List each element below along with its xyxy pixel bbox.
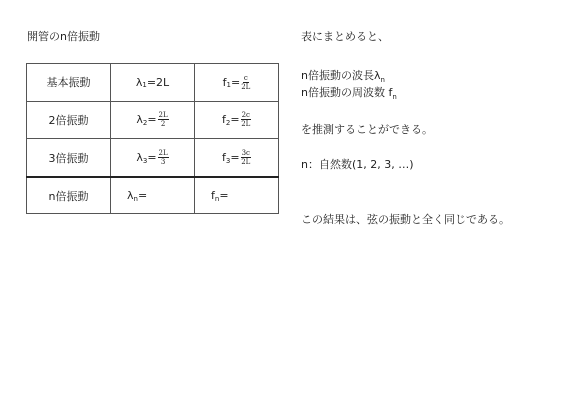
row-label: 3倍振動 [27,139,111,178]
natural-number-note: n：自然数(1, 2, 3, …) [301,158,414,171]
equals: = [147,113,157,127]
wavelength-cell [111,101,195,139]
page-title: 開管のn倍振動 [27,30,100,43]
frequency-cell [195,177,279,213]
table-row [27,101,279,139]
table-row [27,64,279,102]
conclusion-text: この結果は、弦の振動と全く同じである。 [301,213,510,226]
subscript: 3 [142,156,148,165]
fraction [158,111,169,128]
f-symbol: f [222,75,227,89]
fraction [241,149,251,166]
equals: = [230,113,240,127]
fraction [158,149,169,166]
numerator: 2L [158,149,168,158]
subscript: 2 [225,118,231,127]
summary-intro: 表にまとめると、 [301,30,389,43]
row-label: n倍振動 [27,177,111,213]
denominator: 2L [241,82,251,91]
denominator: 3 [160,158,166,167]
equals: = [137,189,148,203]
f-symbol: f [222,151,226,165]
row-label: 2倍振動 [27,101,111,139]
equals: =2L [146,75,170,89]
wavelength-text: n倍振動の波長λ [301,69,381,82]
subscript: n [392,93,397,101]
row-label: 基本振動 [27,64,111,102]
equals: = [230,151,240,165]
denominator: 2L [241,120,251,129]
table-row [27,177,279,213]
lambda-symbol: λ [135,75,143,89]
subscript: 2 [142,118,148,127]
subscript: n [214,194,220,203]
fraction [241,111,251,128]
subscript: 3 [225,156,231,165]
vibration-table [26,63,279,214]
frequency-cell [195,101,279,139]
subscript: n [133,194,138,203]
lambda-symbol: λ [127,189,134,203]
frequency-cell [195,64,279,102]
f-symbol: f [211,189,215,203]
wavelength-line [301,67,385,83]
numerator: 2c [241,111,250,120]
wavelength-cell [111,177,195,213]
numerator: 2L [158,111,168,120]
denominator: 2L [241,158,251,167]
equals: = [219,189,229,203]
fraction [241,74,250,91]
numerator: c [243,73,248,82]
subscript: 1 [142,81,147,90]
equals: = [231,75,241,89]
lambda-symbol: λ [136,113,143,127]
equals: = [147,151,157,165]
table-row [27,139,279,178]
frequency-line [301,84,397,100]
frequency-cell [195,139,279,178]
inference-text: を推測することができる。 [301,123,433,136]
subscript: 1 [226,81,231,90]
f-symbol: f [222,113,226,127]
wavelength-cell [111,64,195,102]
lambda-symbol: λ [136,151,143,165]
numerator: 3c [241,149,250,158]
subscript: n [380,76,385,84]
wavelength-cell [111,139,195,178]
denominator: 2 [160,120,166,129]
frequency-text: n倍振動の周波数 f [301,86,393,99]
